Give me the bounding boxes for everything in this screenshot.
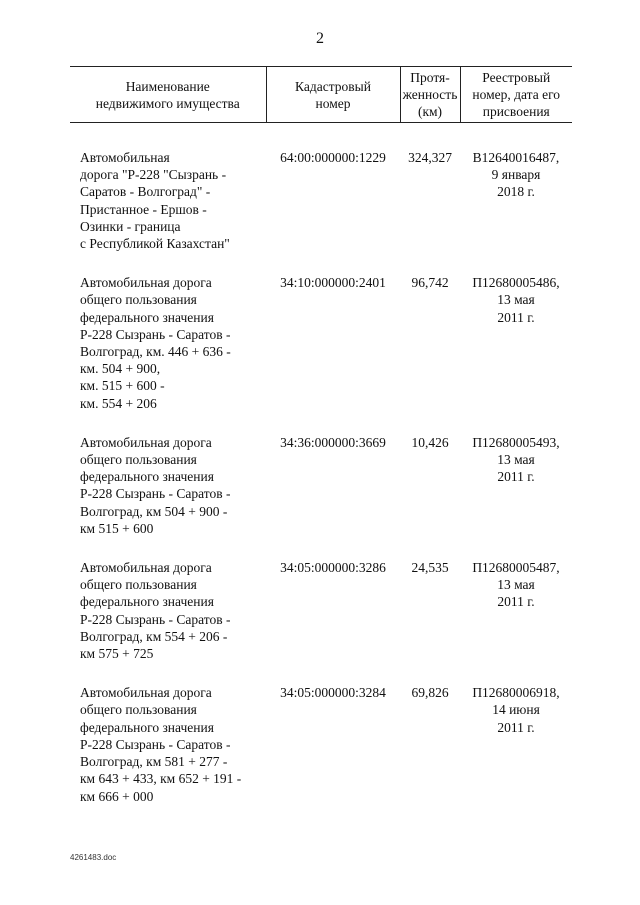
table-body [70,123,572,827]
registry-number-cell: П12680006918, 14 июня 2011 г. [472,685,560,735]
property-name-cell: Автомобильная дорога общего пользования федерального значения Р-228 Сызрань - Саратов - Волгоград, км 504 + 900 - км 515 + 600 [80,434,231,536]
table-row [70,684,572,826]
length-cell: 24,535 [411,560,449,576]
cadastral-number-cell: 34:36:000000:3669 [280,434,386,450]
registry-number-cell: П12680005486, 13 мая 2011 г. [472,275,560,325]
property-name-cell: Автомобильная дорога "Р-228 "Сызрань - Саратов - Волгоград" - Пристанное - Ершов - Озинки - граница с Республикой Казахстан" [80,150,230,252]
header-registry-number: Реестровый номер, дата его присвоения [460,67,572,123]
header-cadastral-number: Кадастровый номер [266,67,400,123]
document-file-code: 4261483.doc [70,853,117,862]
header-length: Протя- женность (км) [400,67,460,123]
table-row [70,123,572,275]
cadastral-number-cell: 64:00:000000:1229 [280,150,386,165]
table-row [70,274,572,434]
property-registry-table [70,66,572,827]
property-name-cell: Автомобильная дорога общего пользования федерального значения Р-228 Сызрань - Саратов - Волгоград, км. 446 + 636 - км. 504 + 900, км. 515 + 600 - км. 554 + 206 [80,275,231,411]
cadastral-number-cell: 34:05:000000:3284 [280,685,386,701]
length-cell: 96,742 [411,275,449,291]
page-number: 2 [316,30,324,47]
length-cell: 69,826 [411,685,449,701]
property-name-cell: Автомобильная дорога общего пользования федерального значения Р-228 Сызрань - Саратов - Волгоград, км 554 + 206 - км 575 + 725 [80,560,231,662]
property-name-cell: Автомобильная дорога общего пользования федерального значения Р-228 Сызрань - Саратов - Волгоград, км 581 + 277 - км 643 + 433, км 652 + 191 - км 666 + 000 [80,685,242,804]
registry-number-cell: П12680005487, 13 мая 2011 г. [472,560,560,610]
cadastral-number-cell: 34:10:000000:2401 [280,275,386,291]
length-cell: 324,327 [408,150,452,165]
header-property-name: Наименование недвижимого имущества [70,67,266,123]
cadastral-number-cell: 34:05:000000:3286 [280,560,386,576]
length-cell: 10,426 [411,434,449,450]
header-row [70,67,572,123]
table-row [70,559,572,684]
table-row [70,434,572,559]
registry-number-cell: В12640016487, 9 января 2018 г. [472,150,560,200]
table-header [70,67,572,123]
registry-number-cell: П12680005493, 13 мая 2011 г. [472,434,560,485]
